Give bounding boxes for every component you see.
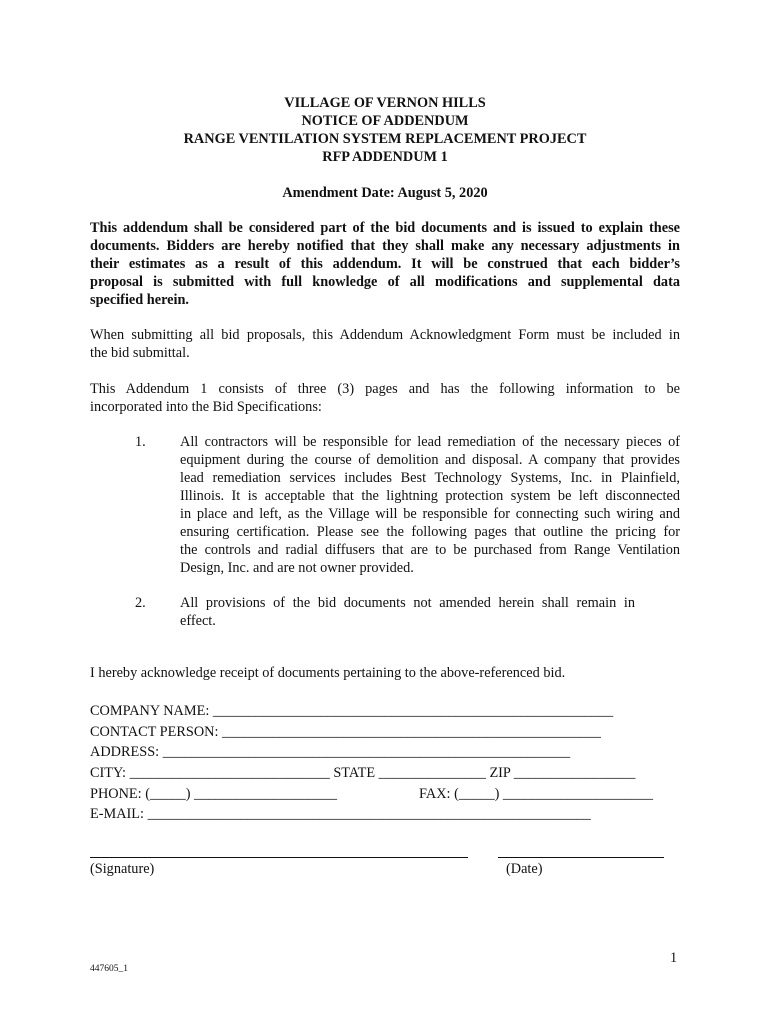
list-item-line: effect.: [180, 613, 216, 629]
pages-note: [90, 380, 680, 416]
header-line-4: RFP ADDENDUM 1: [322, 149, 448, 165]
list-item-line: lead remediation services includes Best Technology Systems, Inc. in Plainfield,: [180, 470, 680, 486]
pages-line: incorporated into the Bid Specifications:: [90, 399, 322, 415]
list-item-line: All provisions of the bid documents not amended herein shall remain in: [180, 595, 635, 611]
page-number: 1: [670, 950, 678, 966]
pages-line: This Addendum 1 consists of three (3) pages and has the following information to be: [90, 381, 680, 397]
header-line-3: RANGE VENTILATION SYSTEM REPLACEMENT PROJECT: [183, 131, 587, 147]
list-item-number: 2.: [135, 595, 146, 611]
list-item-line: the controls and radial diffusers that are to be purchased from Range Ventilation: [180, 542, 680, 558]
document-header: [90, 94, 680, 166]
address-field[interactable]: ADDRESS: _________________________________________________________: [90, 744, 571, 761]
intro-paragraph: [90, 219, 680, 309]
date-label: (Date): [506, 861, 543, 877]
list-item-line: equipment during the course of demolition and disposal. A company that provides: [180, 452, 680, 468]
list-item-line: ensuring certification. Please see the following pages that outline the pricing for: [180, 524, 680, 540]
intro-line: documents. Bidders are hereby notified that they shall make any necessary adjustments in: [90, 238, 680, 254]
fax-field[interactable]: FAX: (_____) _____________________: [419, 785, 654, 802]
contact-person-field[interactable]: CONTACT PERSON: _____________________________________________________: [90, 723, 601, 740]
intro-line: This addendum shall be considered part of the bid documents and is issued to explain these: [90, 220, 680, 236]
date-line[interactable]: [498, 857, 664, 858]
phone-field[interactable]: PHONE: (_____) ____________________: [90, 785, 338, 802]
header-line-1: VILLAGE OF VERNON HILLS: [284, 95, 486, 111]
intro-line: proposal is submitted with full knowledge of all modifications and supplemental data: [90, 274, 680, 290]
signature-label: (Signature): [90, 861, 155, 877]
list-item-line: All contractors will be responsible for lead remediation of the necessary pieces of: [180, 434, 680, 450]
company-name-field[interactable]: COMPANY NAME: ________________________________________________________: [90, 703, 614, 719]
list-item-text: [180, 594, 635, 630]
list-item-number: 1.: [135, 434, 146, 450]
acknowledgement-text: I hereby acknowledge receipt of documents pertaining to the above-referenced bid.: [90, 665, 566, 681]
phone-fax-row: [90, 784, 680, 805]
list-item-line: Illinois. It is acceptable that the lightning protection system be left disconnected: [180, 488, 680, 504]
email-field[interactable]: E-MAIL: ______________________________________________________________: [90, 806, 591, 823]
submission-line: the bid submittal.: [90, 345, 190, 361]
document-id: 447605_1: [90, 964, 128, 974]
city-state-zip-field[interactable]: CITY: ____________________________ STATE _______________ ZIP _________________: [90, 765, 636, 782]
list-item-line: in place and left, as the Village will be responsible for connecting such wiring and: [180, 506, 680, 522]
list-item-line: Design, Inc. and are not owner provided.: [180, 560, 414, 576]
header-line-2: NOTICE OF ADDENDUM: [301, 113, 469, 129]
intro-line: their estimates as a result of this addendum. It will be construed that each bidder’s: [90, 256, 680, 272]
submission-note: [90, 326, 680, 362]
list-item-text: [180, 433, 680, 577]
acknowledgement-form: [90, 701, 680, 825]
submission-line: When submitting all bid proposals, this Addendum Acknowledgment Form must be included in: [90, 327, 680, 343]
amendment-date: Amendment Date: August 5, 2020: [282, 185, 488, 201]
intro-line: specified herein.: [90, 292, 190, 308]
signature-line[interactable]: [90, 857, 468, 858]
